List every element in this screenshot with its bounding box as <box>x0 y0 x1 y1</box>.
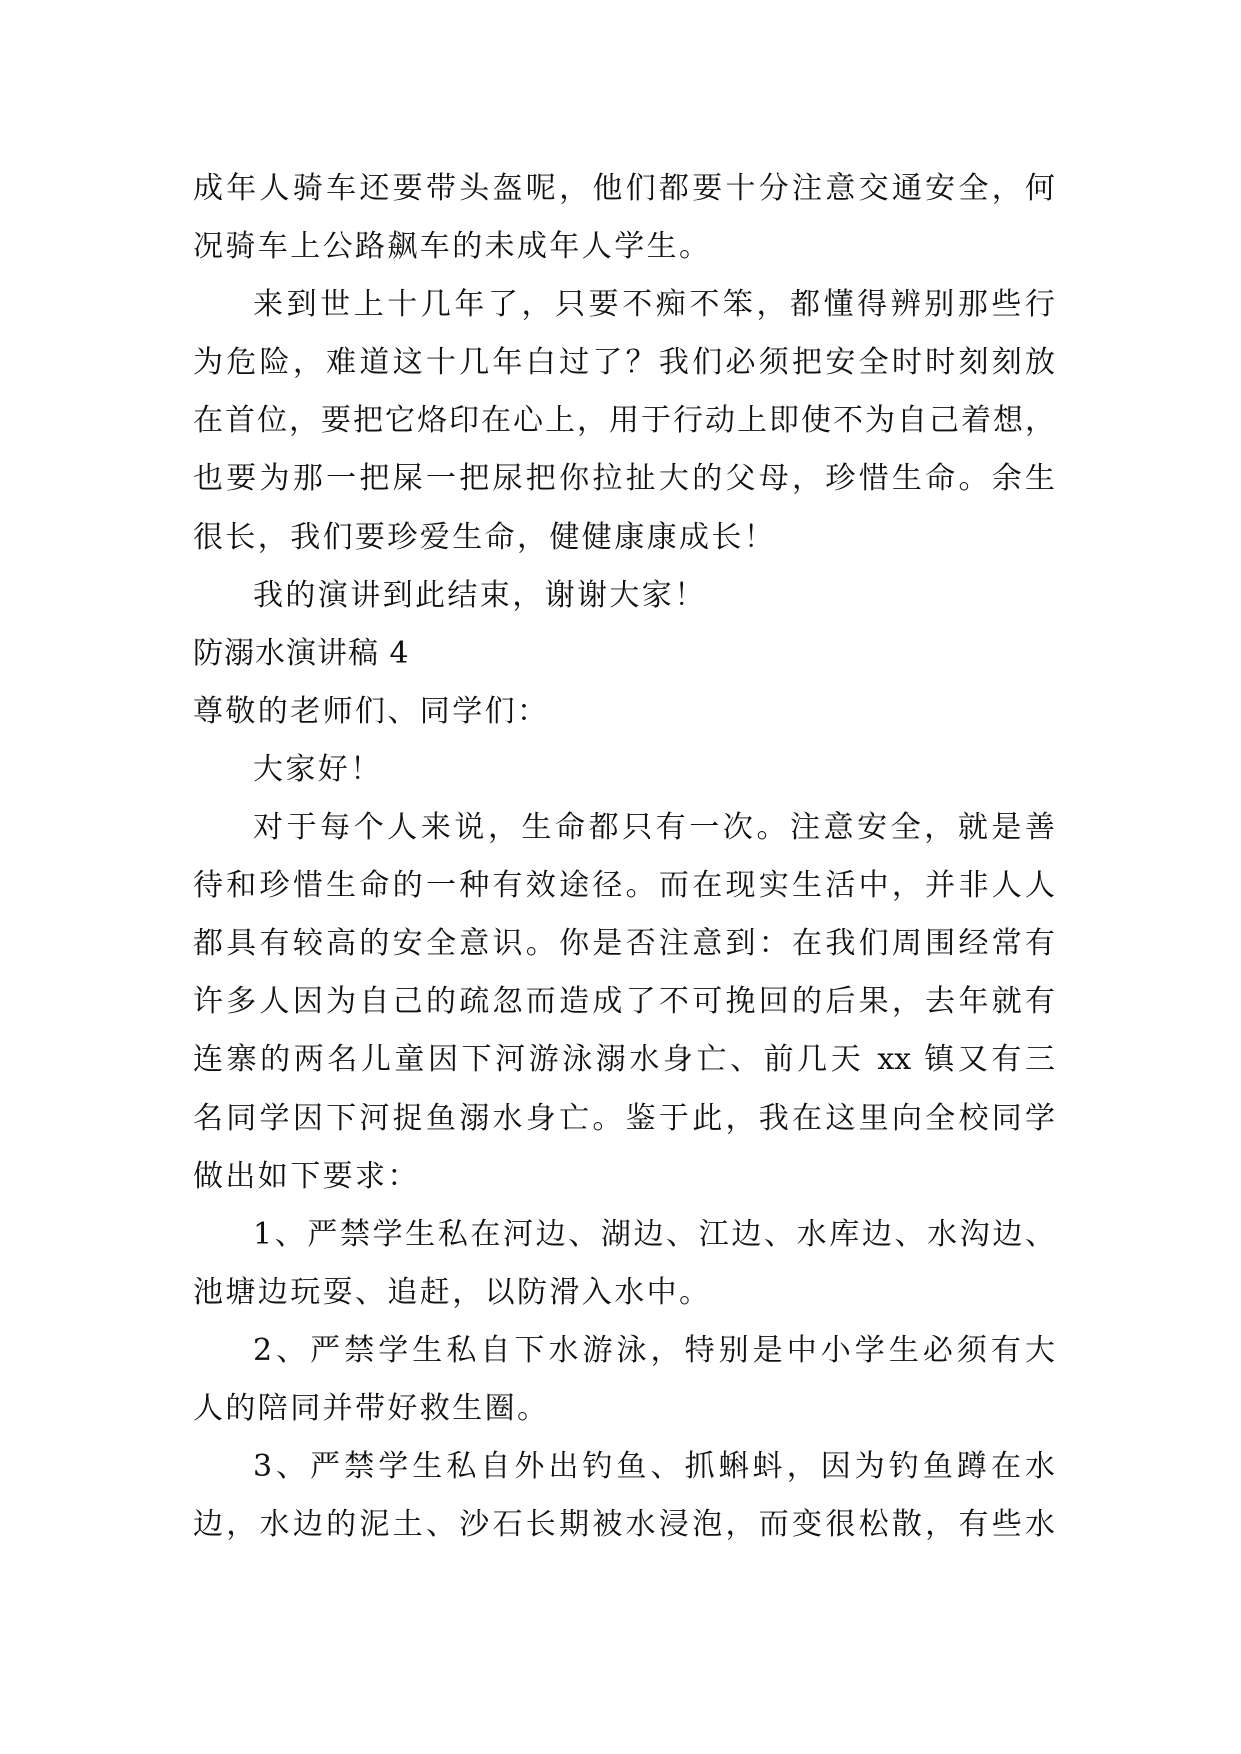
text-line: 名同学因下河捉鱼溺水身亡。鉴于此，我在这里向全校同学 <box>193 1100 1055 1136</box>
text-line: 也要为那一把屎一把尿把你拉扯大的父母，珍惜生命。余生 <box>193 461 1055 497</box>
section-heading: 防溺水演讲稿 4 <box>193 635 410 671</box>
text-line: 3、严禁学生私自外出钓鱼、抓蝌蚪，因为钓鱼蹲在水 <box>253 1449 1055 1485</box>
text-line: 在首位，要把它烙印在心上，用于行动上即使不为自己着想， <box>193 403 1055 439</box>
text-line: 边，水边的泥土、沙石长期被水浸泡，而变很松散，有些水 <box>193 1507 1055 1543</box>
text-line: 我的演讲到此结束，谢谢大家！ <box>253 577 707 613</box>
text-line: 待和珍惜生命的一种有效途径。而在现实生活中，并非人人 <box>193 868 1055 904</box>
text-line: 2、严禁学生私自下水游泳，特别是中小学生必须有大 <box>253 1332 1055 1368</box>
text-line: 池塘边玩耍、追赶，以防滑入水中。 <box>193 1274 712 1310</box>
text-line: 连寨的两名儿童因下河游泳溺水身亡、前几天 xx 镇又有三 <box>193 1042 1055 1078</box>
text-line: 很长，我们要珍爱生命，健健康康成长！ <box>193 519 777 555</box>
document-body <box>193 160 1055 1554</box>
text-line: 为危险，难道这十几年白过了？我们必须把安全时时刻刻放 <box>193 345 1055 381</box>
text-line: 尊敬的老师们、同学们： <box>193 693 550 729</box>
text-line: 都具有较高的安全意识。你是否注意到：在我们周围经常有 <box>193 926 1055 962</box>
text-line: 做出如下要求： <box>193 1158 420 1194</box>
text-line: 1、严禁学生私在河边、湖边、江边、水库边、水沟边、 <box>253 1216 1055 1252</box>
text-line: 况骑车上公路飙车的未成年人学生。 <box>193 229 712 265</box>
text-line: 对于每个人来说，生命都只有一次。注意安全，就是善 <box>253 810 1055 846</box>
text-line: 人的陪同并带好救生圈。 <box>193 1390 550 1426</box>
text-line: 许多人因为自己的疏忽而造成了不可挽回的后果，去年就有 <box>193 984 1055 1020</box>
text-line: 来到世上十几年了，只要不痴不笨，都懂得辨别那些行 <box>253 287 1055 323</box>
text-line: 成年人骑车还要带头盔呢，他们都要十分注意交通安全，何 <box>193 171 1055 206</box>
text-line: 大家好！ <box>253 751 383 787</box>
